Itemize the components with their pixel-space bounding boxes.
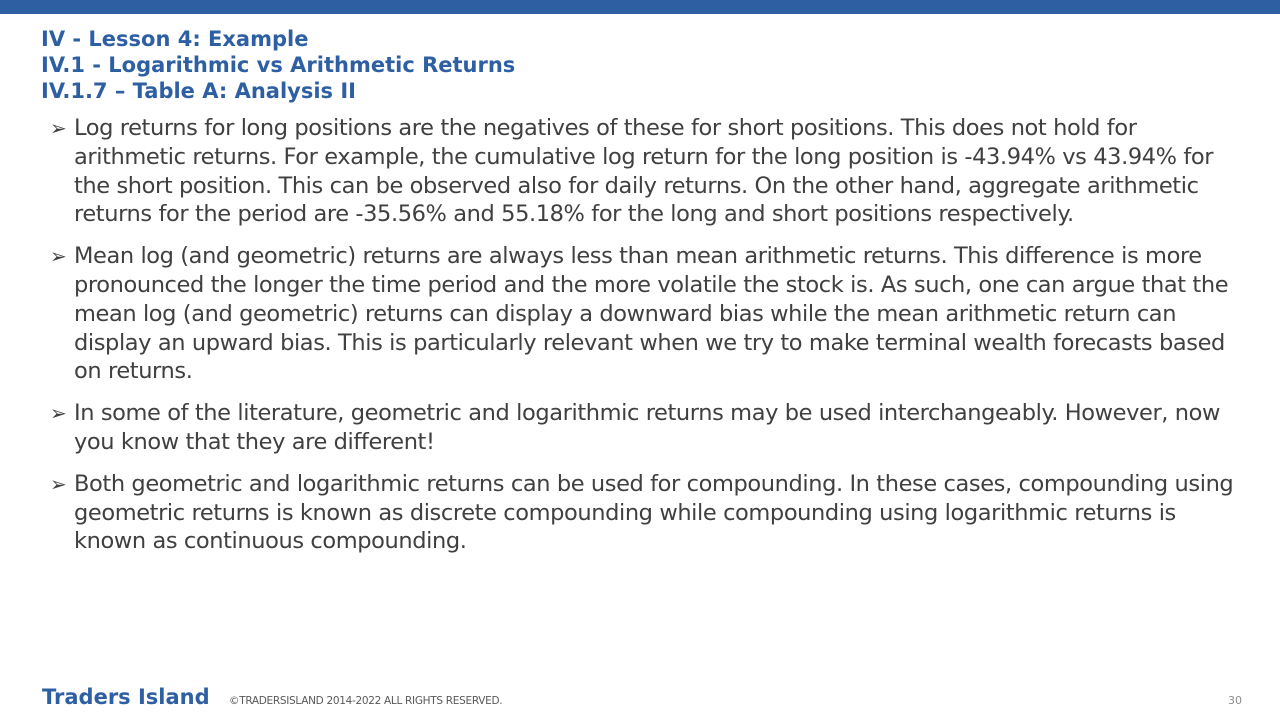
bullet-text: Mean log (and geometric) returns are always less than mean arithmetic returns. This difference is more pronounced the longer the time period and the more volatile the stock is. As such, one can argue that the mean log (and geometric) returns can display a downward bias while the mean arithmetic return can display an upward bias. This is particularly relevant when we try to make terminal wealth forecasts based on returns. — [74, 243, 1229, 385]
top-accent-bar — [0, 0, 1280, 14]
heading-subsection: IV.1.7 – Table A: Analysis II — [41, 79, 356, 103]
bullet-item — [50, 399, 1240, 457]
bullet-item — [50, 242, 1240, 386]
bullet-list — [50, 114, 1240, 569]
heading-lesson: IV - Lesson 4: Example — [41, 27, 309, 51]
arrow-bullet-icon: ➢ — [50, 471, 67, 496]
bullet-text: Both geometric and logarithmic returns can be used for compounding. In these cases, compounding using geometric returns is known as discrete compounding while compounding using logarithmic returns is known as continuous compounding. — [74, 470, 1234, 555]
arrow-bullet-icon: ➢ — [50, 401, 67, 426]
arrow-bullet-icon: ➢ — [50, 244, 67, 269]
heading-section: IV.1 - Logarithmic vs Arithmetic Returns — [41, 53, 516, 77]
bullet-item — [50, 470, 1240, 556]
arrow-bullet-icon: ➢ — [50, 116, 67, 140]
copyright-notice: ©TRADERSISLAND 2014-2022 ALL RIGHTS RESERVED. — [229, 695, 503, 707]
page-number: 30 — [1228, 694, 1242, 707]
brand-logo-text: Traders Island — [42, 685, 210, 709]
bullet-text: In some of the literature, geometric and logarithmic returns may be used interchangeably. However, now you know that they are different! — [74, 400, 1221, 455]
slide-heading — [41, 26, 515, 104]
bullet-text: Log returns for long positions are the negatives of these for short positions. This does not hold for arithmetic returns. For example, the cumulative log return for the long position is -43.94% vs 43.94% for the short position. This can be observed also for daily returns. On the other hand, aggregate arithmetic returns for the period are -35.56% and 55.18% for the long and short positions respectively. — [74, 115, 1214, 228]
bullet-item — [50, 114, 1240, 229]
